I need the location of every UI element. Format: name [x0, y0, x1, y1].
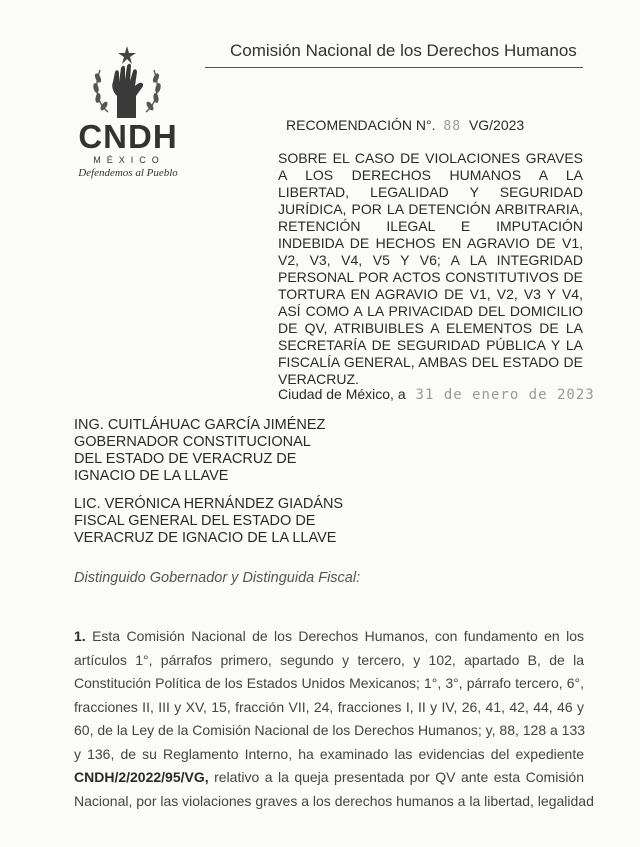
body-line: y 136, de su Reglamento Interno, ha examinado las evidencias del expediente — [74, 745, 584, 762]
subject-line: FISCALÍA GENERAL, AMBAS DEL ESTADO DE — [278, 354, 583, 370]
logo-acronym: CNDH — [78, 118, 178, 155]
recommendation-number-line — [286, 117, 524, 134]
recommendation-subject — [278, 150, 583, 388]
addressee-prosecutor — [74, 496, 343, 547]
subject-line: V2, V3, V4, V5 Y V6; A LA INTEGRIDAD — [278, 252, 583, 268]
subject-line: PERSONAL POR ACTOS CONSTITUTIVOS DE — [278, 269, 583, 285]
document-date — [278, 386, 595, 403]
subject-line: VERACRUZ. — [278, 371, 359, 387]
subject-line: LIBERTAD, LEGALIDAD Y SEGURIDAD — [278, 184, 583, 200]
addressee-governor — [74, 417, 325, 485]
recommendation-label: RECOMENDACIÓN N°. — [286, 117, 436, 133]
recommendation-suffix: VG/2023 — [468, 117, 525, 133]
body-line: artículos 1°, párrafos primero, segundo y tercero, y 102, apartado B, de la — [74, 651, 584, 668]
addressee-line: FISCAL GENERAL DEL ESTADO DE — [74, 513, 316, 529]
body-line — [74, 766, 584, 790]
addressee-line: ING. CUITLÁHUAC GARCÍA JIMÉNEZ — [74, 417, 326, 433]
subject-line: INDEBIDA DE HECHOS EN AGRAVIO DE V1, — [278, 235, 583, 251]
body-line: 60, de la Ley de la Comisión Nacional de los Derechos Humanos; y, 88, 128 a 133 — [74, 722, 586, 738]
star-icon — [118, 46, 136, 64]
logo-country: MÉXICO — [93, 155, 165, 165]
body-paragraph-1 — [74, 625, 594, 813]
cndh-logo — [72, 44, 184, 184]
subject-line: JURÍDICA, POR LA DETENCIÓN ARBITRARIA, — [278, 201, 583, 217]
body-line: Nacional, por las violaciones graves a los derechos humanos a la libertad, legalidad — [74, 792, 594, 809]
subject-line: SECRETARÍA DE SEGURIDAD PÚBLICA Y LA — [278, 337, 583, 353]
body-text: relativo a la queja presentada por QV ante esta Comisión — [208, 769, 584, 785]
addressee-line: VERACRUZ DE IGNACIO DE LA LLAVE — [74, 530, 337, 546]
logo-motto: Defendemos al Pueblo — [78, 167, 178, 179]
addressee-line: IGNACIO DE LA LLAVE — [74, 468, 229, 484]
body-line: fracciones II, III y XV, 15, fracción VII, 24, fracciones I, II y IV, 26, 41, 42, 44, 46 y — [74, 698, 584, 715]
date-stamp: 31 de enero de 2023 — [415, 387, 595, 403]
subject-line: DE QV, ATRIBUIBLES A ELEMENTOS DE LA — [278, 320, 583, 336]
header-divider — [205, 67, 583, 68]
subject-line: SOBRE EL CASO DE VIOLACIONES GRAVES — [278, 150, 583, 166]
addressee-line: DEL ESTADO DE VERACRUZ DE — [74, 451, 297, 467]
subject-line: A LOS DERECHOS HUMANOS A LA — [278, 167, 583, 183]
body-line — [74, 625, 584, 649]
institution-title: Comisión Nacional de los Derechos Humanos — [230, 41, 577, 60]
subject-line: TORTURA EN AGRAVIO DE V1, V2, V3 Y V4, — [278, 286, 583, 302]
date-place: Ciudad de México, a — [278, 386, 406, 402]
subject-line: ASÍ COMO A LA PRIVACIDAD DEL DOMICILIO — [278, 303, 583, 319]
paragraph-number: 1. — [74, 628, 86, 644]
addressee-line: GOBERNADOR CONSTITUCIONAL — [74, 434, 311, 450]
subject-line: RETENCIÓN ILEGAL E IMPUTACIÓN — [278, 218, 583, 234]
case-file-number: CNDH/2/2022/95/VG, — [74, 769, 209, 785]
body-line: Constitución Política de los Estados Unidos Mexicanos; 1°, 3°, párrafo tercero, 6°, — [74, 675, 584, 691]
recommendation-number-stamp: 88 — [443, 119, 462, 134]
addressee-line: LIC. VERÓNICA HERNÁNDEZ GIADÁNS — [74, 496, 344, 512]
hand-and-star-emblem-icon — [86, 44, 168, 120]
body-text: Esta Comisión Nacional de los Derechos Humanos, con fundamento en los — [92, 628, 584, 644]
salutation: Distinguido Gobernador y Distinguida Fiscal: — [74, 570, 361, 586]
